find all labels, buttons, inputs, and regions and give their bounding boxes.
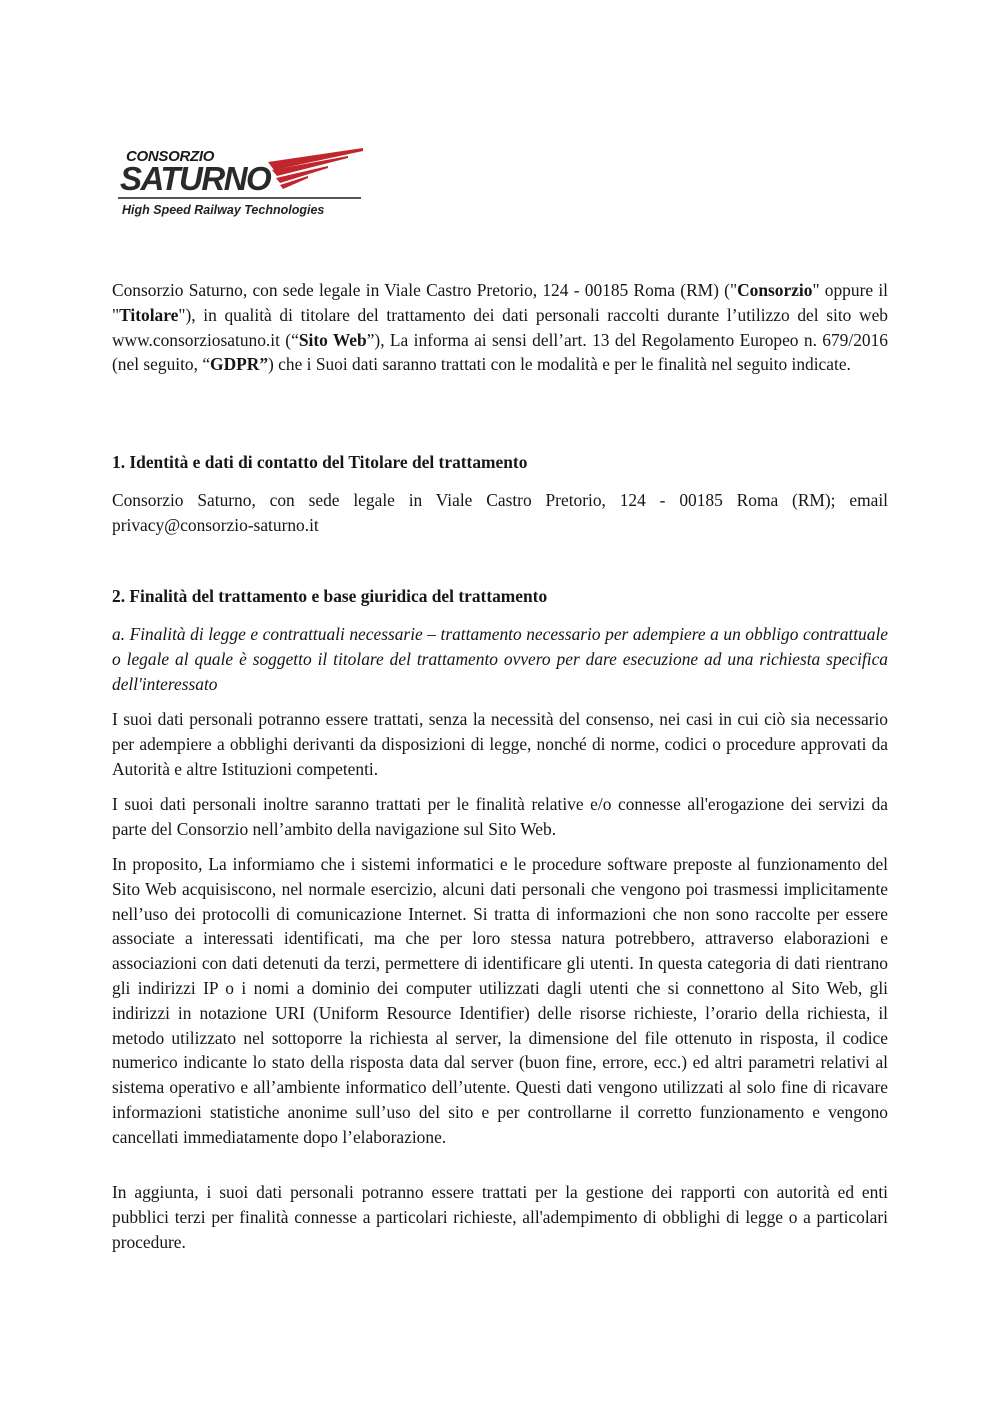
logo-tagline: High Speed Railway Technologies	[122, 203, 325, 217]
logo-consorzio-text: CONSORZIO	[126, 148, 215, 165]
section2-heading: 2. Finalità del trattamento e base giuridica del trattamento	[112, 586, 548, 606]
intro-paragraph: Consorzio Saturno, con sede legale in Viale Castro Pretorio, 124 - 00185 Roma (RM) ("Consorzio" oppure il "Titolare"), in qualità di titolare del trattamento dei dati personali raccolti durante l’utilizzo del sito web www.consorziosatuno.it (“Sito Web”), La informa ai sensi dell’art. 13 del Regolamento Europeo n. 679/2016 (nel seguito, “GDPR”) che i Suoi dati saranno trattati con le modalità e per le finalità nel seguito indicate.	[112, 280, 889, 375]
section1-text: Consorzio Saturno, con sede legale in Viale Castro Pretorio, 124 - 00185 Roma (RM); email privacy@consorzio-saturno.it	[112, 490, 888, 535]
section1-heading: 1. Identità e dati di contatto del Titolare del trattamento	[112, 452, 528, 472]
logo-rule	[118, 197, 361, 199]
section2-paragraph-4: In aggiunta, i suoi dati personali potranno essere trattati per la gestione dei rapporti con autorità ed enti pubblici terzi per finalità connesse a particolari richieste, all'adempimento di obblighi di legge o a particolari procedure.	[112, 1182, 888, 1252]
logo-streaks-icon	[268, 148, 363, 196]
logo-saturno-text: SATURNO	[120, 160, 271, 197]
consorzio-saturno-logo	[118, 146, 363, 224]
section2-subheading: a. Finalità di legge e contrattuali necessarie – trattamento necessario per adempiere a un obbligo contrattuale o legale al quale è soggetto il titolare del trattamento ovvero per dare esecuzione ad una richiesta specifica dell'interessato	[112, 624, 888, 694]
section2-paragraph-2: I suoi dati personali inoltre saranno trattati per le finalità relative e/o connesse all'erogazione dei servizi da parte del Consorzio nell’ambito della navigazione sul Sito Web.	[112, 794, 888, 839]
section2-paragraph-3: In proposito, La informiamo che i sistemi informatici e le procedure software preposte al funzionamento del Sito Web acquisiscono, nel normale esercizio, alcuni dati personali che vengono poi trasmessi implicitamente nell’uso dei protocolli di comunicazione Internet. Si tratta di informazioni che non sono raccolte per essere associate a interessati identificati, ma che per loro stessa natura potrebbero, attraverso elaborazioni e associazioni con dati detenuti da terzi, permettere di identificare gli utenti. In questa categoria di dati rientrano gli indirizzi IP o i nomi a dominio dei computer utilizzati dagli utenti che si connettono al Sito Web, gli indirizzi in notazione URI (Uniform Resource Identifier) delle risorse richieste, l’orario della richiesta, il metodo utilizzato nel sottoporre la richiesta al server, la dimensione del file ottenuto in risposta, il codice numerico indicante lo stato della risposta data dal server (buon fine, errore, ecc.) ed altri parametri relativi al sistema operativo e all’ambiente informatico dell’utente. Questi dati vengono utilizzati al solo fine di ricavare informazioni statistiche anonime sull’uso del sito e per controllarne il corretto funzionamento e vengono cancellati immediatamente dopo l’elaborazione.	[112, 854, 888, 1147]
section2-paragraph-1: I suoi dati personali potranno essere trattati, senza la necessità del consenso, nei casi in cui ciò sia necessario per adempiere a obblighi derivanti da disposizioni di legge, nonché di norme, codici o procedure approvati da Autorità e altre Istituzioni competenti.	[112, 709, 888, 779]
